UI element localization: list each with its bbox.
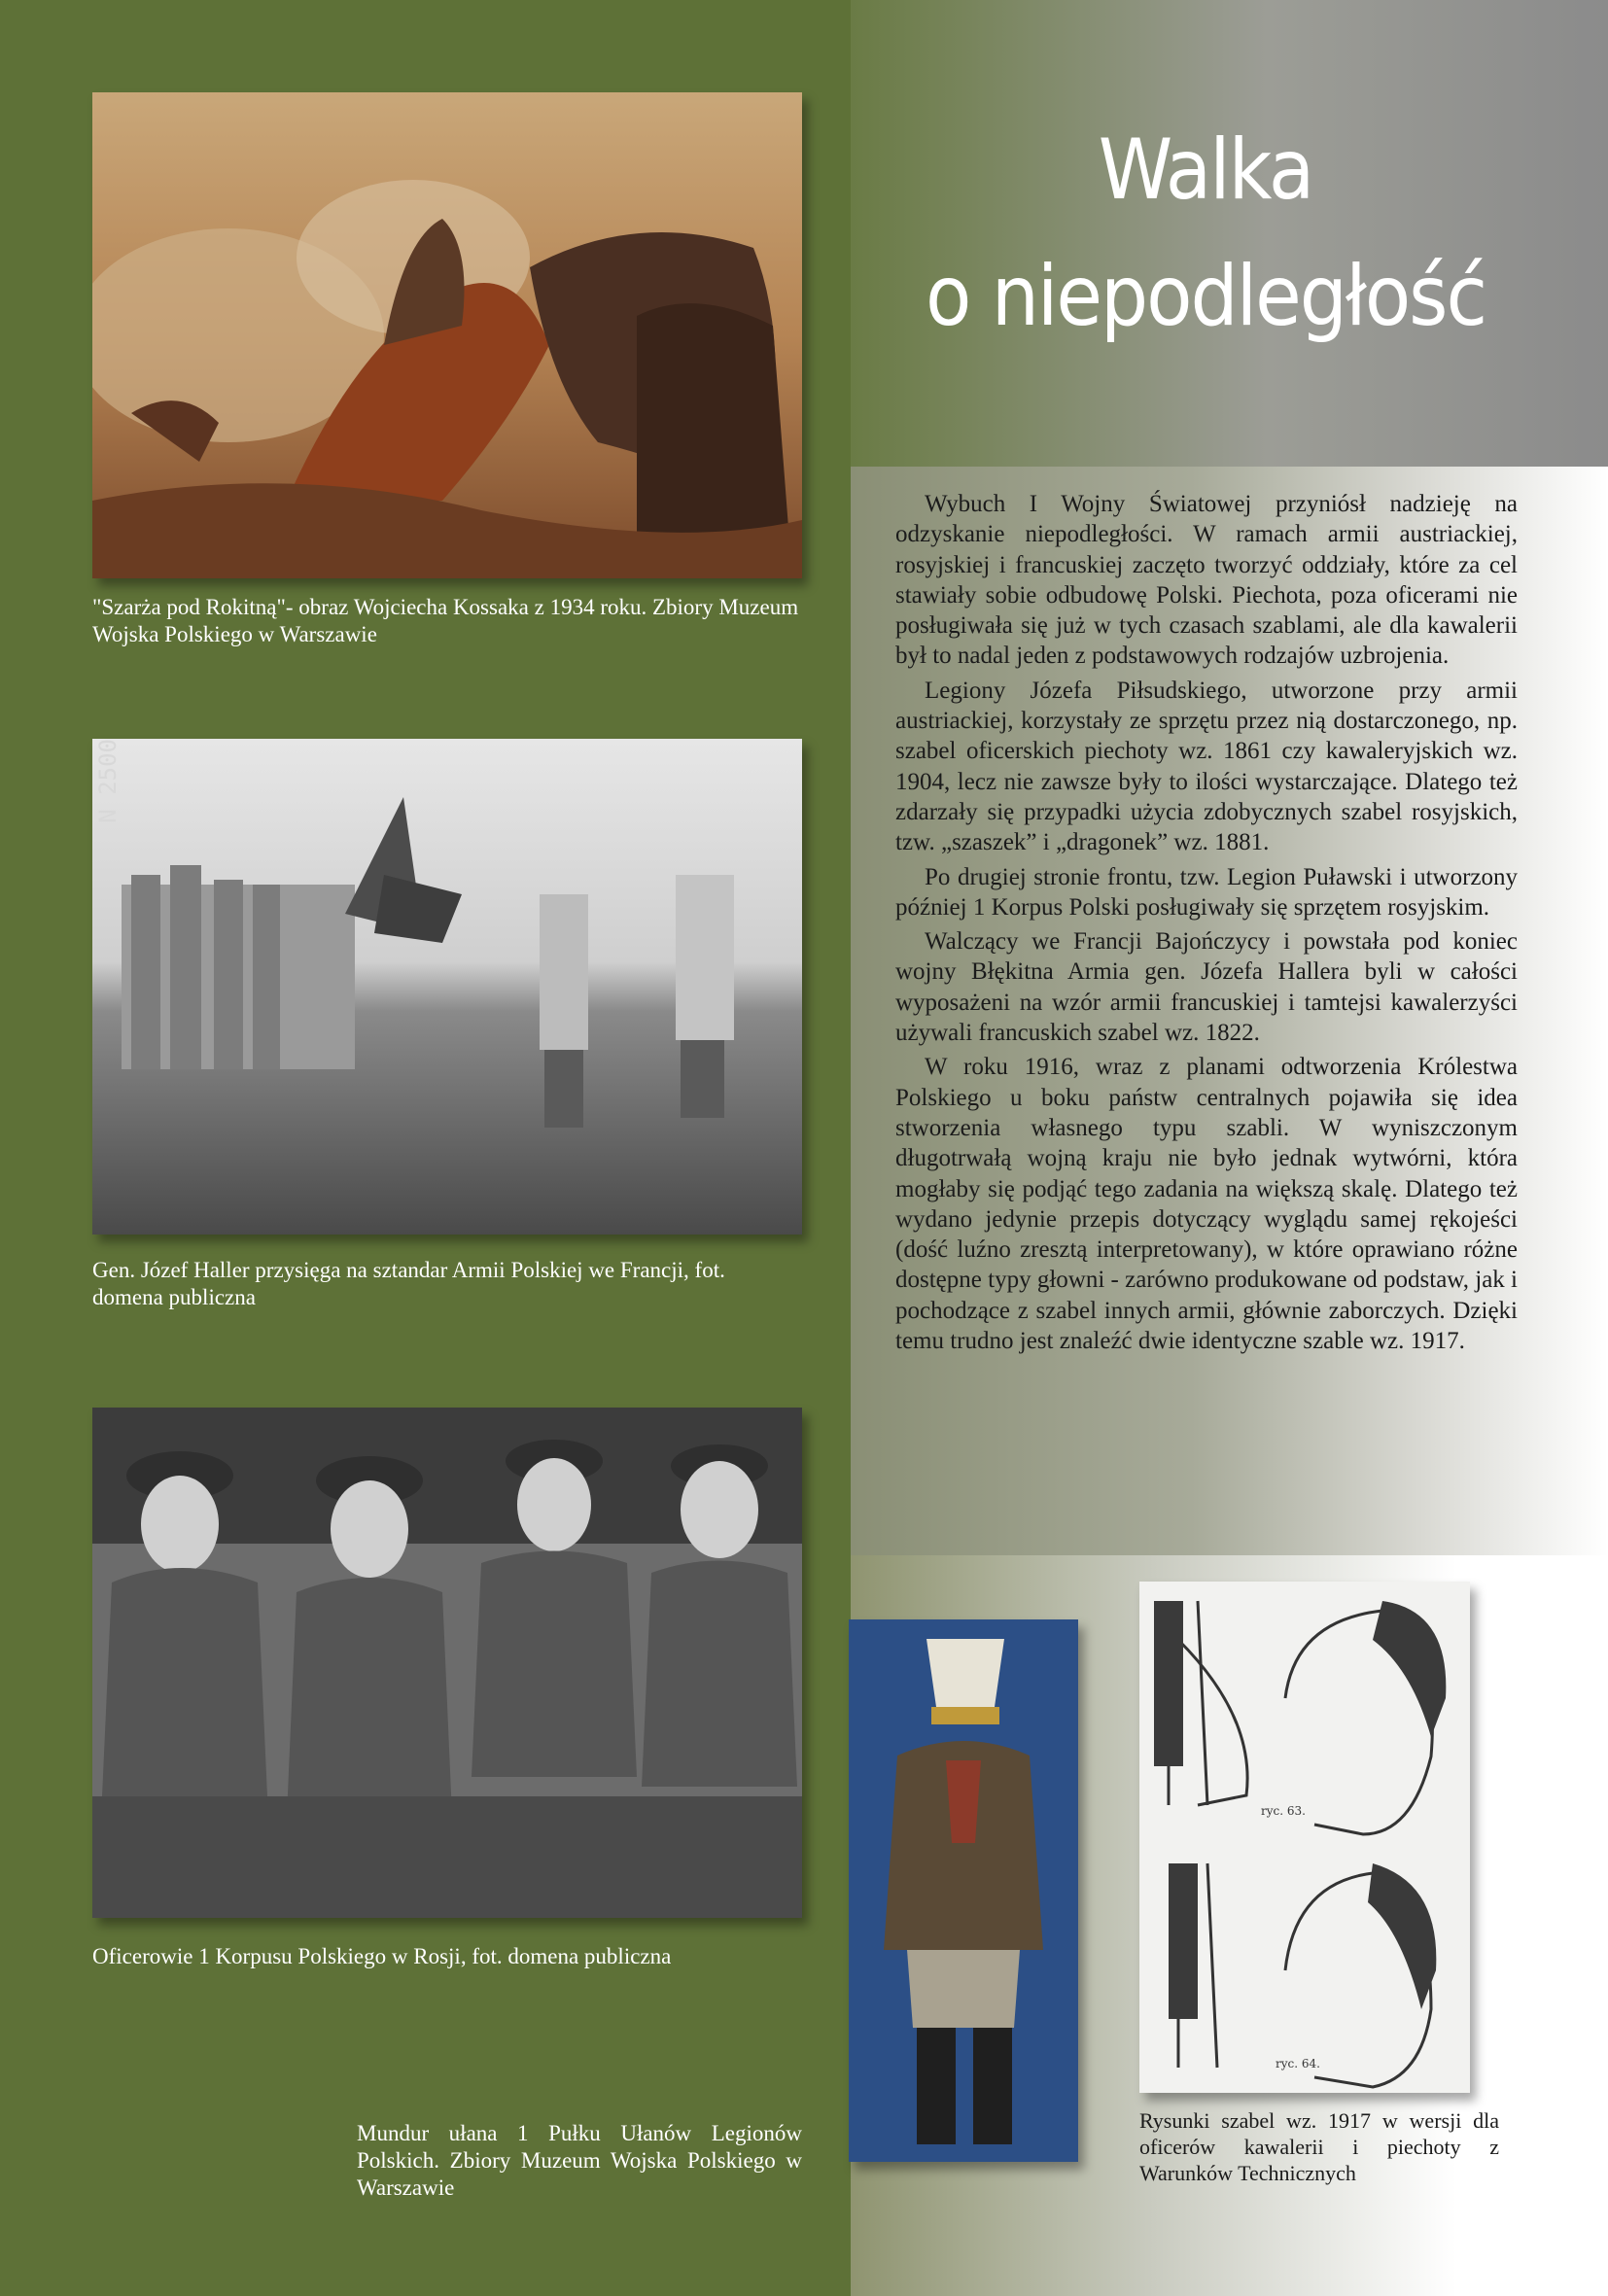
paragraph: Legiony Józefa Piłsudskiego, utworzone przy armii austriackiej, korzystały ze sprzętu przez nią dostarczonego, np. szabel oficerskich piechoty wz. 1861 czy kawaleryjskich wz. 1904, lecz nie zawsze były to ilości wystarczające. Dlatego też zdarzały się przypadki użycia zdobycznych szabel rosyjskich, tzw. „szaszek” i „dragonek” wz. 1881. [895,677,1518,856]
oath-photo-caption: Gen. Józef Haller przysięga na sztandar Armii Polskiej we Francji, fot. domena publiczna [92,1258,725,1309]
painting-caption: "Szarża pod Rokitną"- obraz Wojciecha Kossaka z 1934 roku. Zbiory Muzeum Wojska Polskiego w Warszawie [92,595,799,646]
article-body [895,489,1518,1360]
oath-photo [92,739,802,1235]
figure-64-label: ryc. 64. [1276,2057,1320,2070]
paragraph: Po drugiej stronie frontu, tzw. Legion Puławski i utworzony później 1 Korpus Polski posługiwały się sprzętem rosyjskim. [895,863,1518,921]
painting-image [92,92,802,578]
page-title-line-2: o niepodległość [925,248,1486,345]
sabre-drawings-caption: Rysunki szabel wz. 1917 w wersji dla oficerów kawalerii i piechoty z Warunków Technicznych [1139,2108,1499,2185]
sabre-drawings [1139,1582,1470,2093]
plate-number: N 2500 [94,739,122,823]
paragraph: W roku 1916, wraz z planami odtworzenia Królestwa Polskiego u boku państw centralnych pojawiła się idea stworzenia własnego typu szabli. W wyniszczonym długotrwałą wojną kraju nie było jednak wytwórni, która mogłaby się podjąć tego zadania na większą skalę. Dlatego też wydano jedynie przepis dotyczący wyglądu samej rękojeści (dość luźno zresztą interpretowany), w które oprawiano różne dostępne typy głowni - zarówno produkowane od podstaw, jak i pochodzące z szabel innych armii, głównie zaborczych. Dzięki temu trudno jest znaleźć dwie identyczne szable wz. 1917. [895,1054,1518,1355]
officers-photo [92,1408,802,1918]
page-title [875,107,1536,360]
figure-63-label: ryc. 63. [1261,1804,1306,1818]
uniform-caption: Mundur ułana 1 Pułku Ułanów Legionów Polskich. Zbiory Muzeum Wojska Polskiego w Warszawie [357,2121,802,2200]
officers-photo-caption: Oficerowie 1 Korpusu Polskiego w Rosji, fot. domena publiczna [92,1944,672,1968]
page-title-line-1: Walka [1098,122,1313,219]
uniform-photo [849,1619,1078,2162]
paragraph: Wybuch I Wojny Światowej przyniósł nadzieję na odzyskanie niepodległości. W ramach armii austriackiej, rosyjskiej i francuskiej zaczęto tworzyć oddziały, które za cel stawiały sobie odbudowę Polski. Piechota, poza oficerami nie posługiwała się już w tych czasach szablami, ale dla kawalerii był to nadal jeden z podstawowych rodzajów uzbrojenia. [895,491,1518,670]
paragraph: Walczący we Francji Bajończycy i powstała pod koniec wojny Błękitna Armia gen. Józefa Hallera byli w całości wyposażeni na wzór armii francuskiej i tamtejsi kawalerzyści używali francuskich szabel wz. 1822. [895,928,1518,1047]
